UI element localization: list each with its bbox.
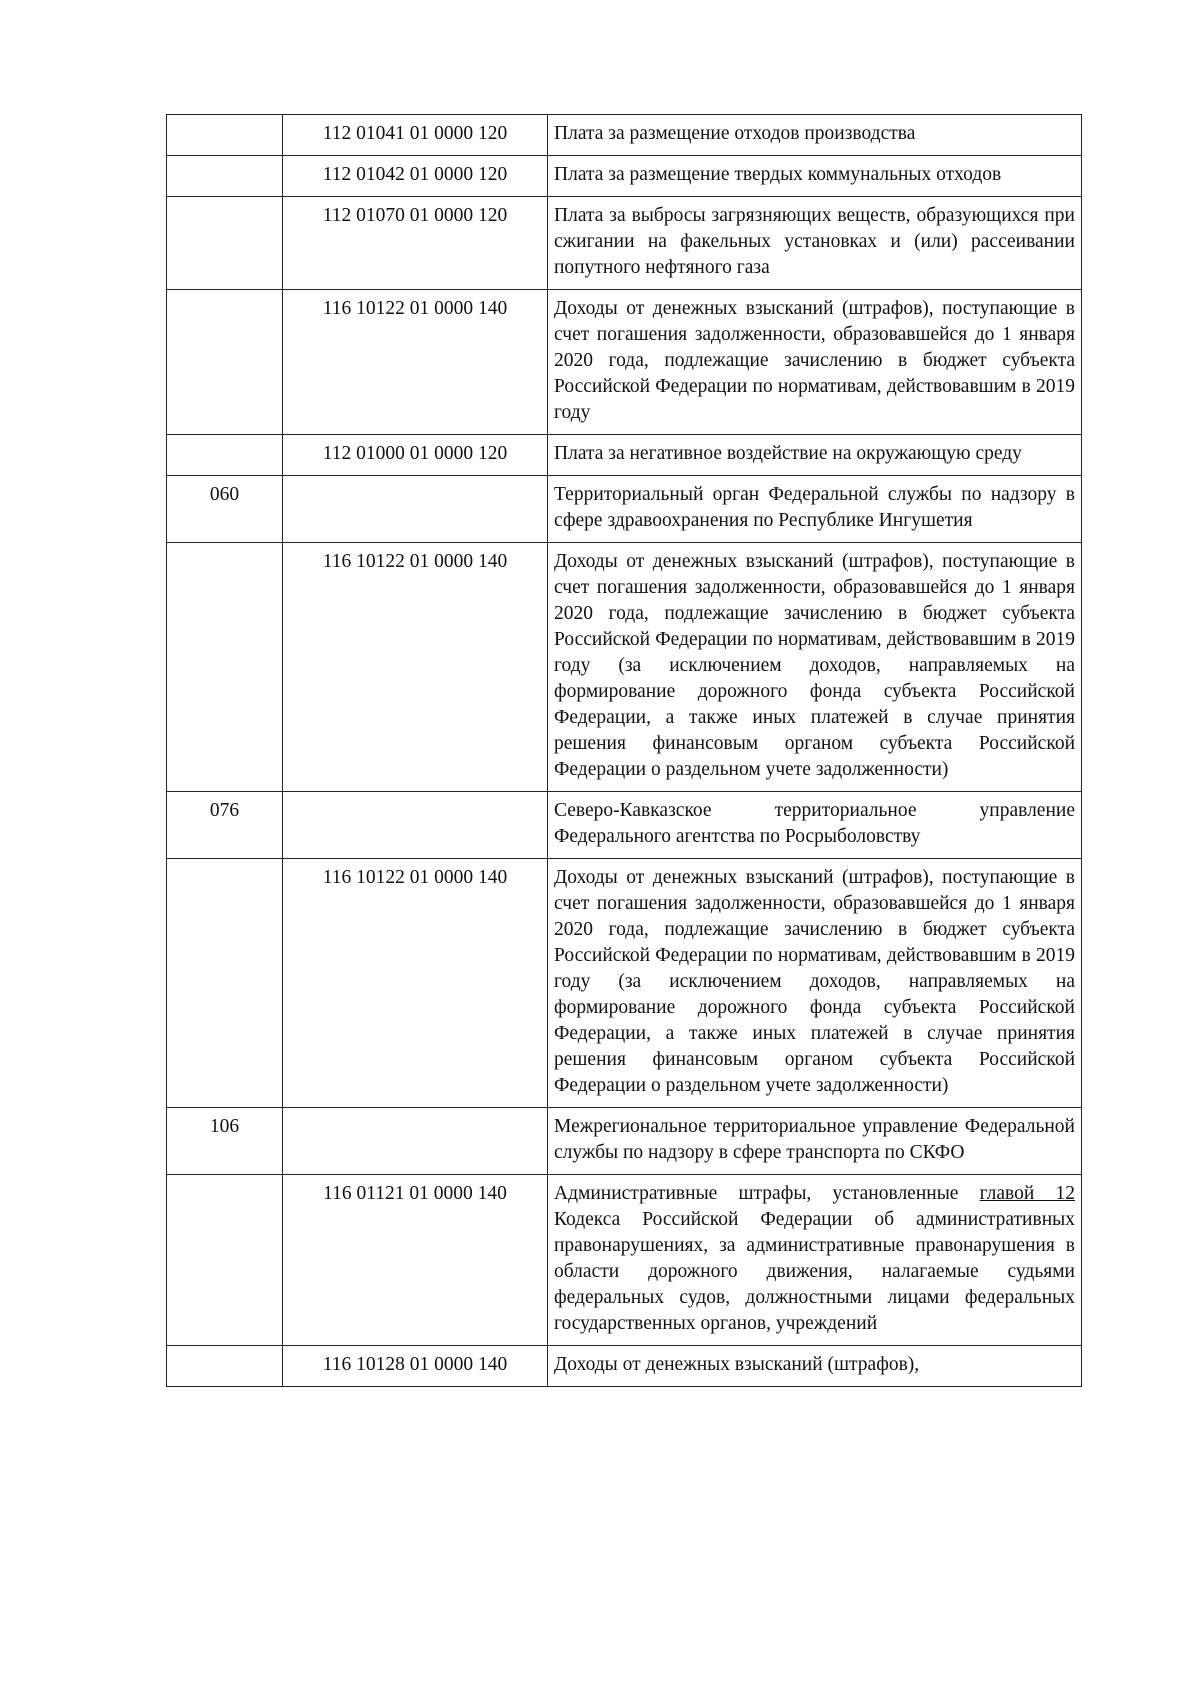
revenue-code-cell bbox=[283, 792, 548, 859]
revenue-name-cell: Доходы от денежных взысканий (штрафов), поступающие в счет погашения задолженности, образовавшейся до 1 января 2020 года, подлежащие зачислению в бюджет субъекта Российской Федерации по нормативам, действовавшим в 2019 году bbox=[548, 290, 1082, 435]
budget-revenue-table bbox=[166, 114, 1082, 1387]
table-row bbox=[167, 859, 1082, 1108]
revenue-code-cell: 112 01000 01 0000 120 bbox=[283, 435, 548, 476]
table-row bbox=[167, 792, 1082, 859]
table-row bbox=[167, 476, 1082, 543]
table-row bbox=[167, 197, 1082, 290]
table-row bbox=[167, 1346, 1082, 1387]
table-row bbox=[167, 543, 1082, 792]
revenue-name-cell: Плата за размещение твердых коммунальных отходов bbox=[548, 156, 1082, 197]
admin-code-cell bbox=[167, 1175, 283, 1346]
admin-code-cell bbox=[167, 115, 283, 156]
table-row bbox=[167, 290, 1082, 435]
revenue-code-cell: 116 10128 01 0000 140 bbox=[283, 1346, 548, 1387]
revenue-name-cell: Доходы от денежных взысканий (штрафов), bbox=[548, 1346, 1082, 1387]
admin-code-cell: 060 bbox=[167, 476, 283, 543]
revenue-name-cell: Плата за негативное воздействие на окружающую среду bbox=[548, 435, 1082, 476]
name-text-before-link: Административные штрафы, установленные bbox=[554, 1183, 980, 1204]
admin-code-cell: 106 bbox=[167, 1108, 283, 1175]
name-text-after-link: Кодекса Российской Федерации об административных правонарушениях, за административные правонарушения в области дорожного движения, налагаемые судьями федеральных судов, должностными лицами федеральных государственных органов, учреждений bbox=[554, 1209, 1075, 1334]
table-row bbox=[167, 1175, 1082, 1346]
revenue-name-cell: Доходы от денежных взысканий (штрафов), поступающие в счет погашения задолженности, образовавшейся до 1 января 2020 года, подлежащие зачислению в бюджет субъекта Российской Федерации по нормативам, действовавшим в 2019 году (за исключением доходов, направляемых на формирование дорожного фонда субъекта Российской Федерации, а также иных платежей в случае принятия решения финансовым органом субъекта Российской Федерации о раздельном учете задолженности) bbox=[548, 543, 1082, 792]
revenue-code-cell: 112 01041 01 0000 120 bbox=[283, 115, 548, 156]
revenue-code-cell bbox=[283, 1108, 548, 1175]
revenue-code-cell: 112 01070 01 0000 120 bbox=[283, 197, 548, 290]
administrator-name-cell: Межрегиональное территориальное управление Федеральной службы по надзору в сфере транспорта по СКФО bbox=[548, 1108, 1082, 1175]
table-row bbox=[167, 115, 1082, 156]
admin-code-cell bbox=[167, 156, 283, 197]
revenue-code-cell bbox=[283, 476, 548, 543]
admin-code-cell: 076 bbox=[167, 792, 283, 859]
administrator-name-cell: Северо-Кавказское территориальное управление Федерального агентства по Росрыболовству bbox=[548, 792, 1082, 859]
table-row bbox=[167, 1108, 1082, 1175]
revenue-name-cell: Плата за размещение отходов производства bbox=[548, 115, 1082, 156]
admin-code-cell bbox=[167, 435, 283, 476]
revenue-name-cell bbox=[548, 1175, 1082, 1346]
revenue-code-cell: 116 10122 01 0000 140 bbox=[283, 290, 548, 435]
chapter-12-link[interactable]: главой 12 bbox=[979, 1183, 1075, 1204]
admin-code-cell bbox=[167, 197, 283, 290]
table-row bbox=[167, 435, 1082, 476]
admin-code-cell bbox=[167, 859, 283, 1108]
revenue-code-cell: 116 01121 01 0000 140 bbox=[283, 1175, 548, 1346]
table-row bbox=[167, 156, 1082, 197]
revenue-name-cell: Плата за выбросы загрязняющих веществ, образующихся при сжигании на факельных установках и (или) рассеивании попутного нефтяного газа bbox=[548, 197, 1082, 290]
revenue-code-cell: 116 10122 01 0000 140 bbox=[283, 543, 548, 792]
revenue-name-cell: Доходы от денежных взысканий (штрафов), поступающие в счет погашения задолженности, образовавшейся до 1 января 2020 года, подлежащие зачислению в бюджет субъекта Российской Федерации по нормативам, действовавшим в 2019 году (за исключением доходов, направляемых на формирование дорожного фонда субъекта Российской Федерации, а также иных платежей в случае принятия решения финансовым органом субъекта Российской Федерации о раздельном учете задолженности) bbox=[548, 859, 1082, 1108]
administrator-name-cell: Территориальный орган Федеральной службы по надзору в сфере здравоохранения по Республике Ингушетия bbox=[548, 476, 1082, 543]
admin-code-cell bbox=[167, 543, 283, 792]
admin-code-cell bbox=[167, 1346, 283, 1387]
revenue-code-cell: 116 10122 01 0000 140 bbox=[283, 859, 548, 1108]
admin-code-cell bbox=[167, 290, 283, 435]
revenue-code-cell: 112 01042 01 0000 120 bbox=[283, 156, 548, 197]
